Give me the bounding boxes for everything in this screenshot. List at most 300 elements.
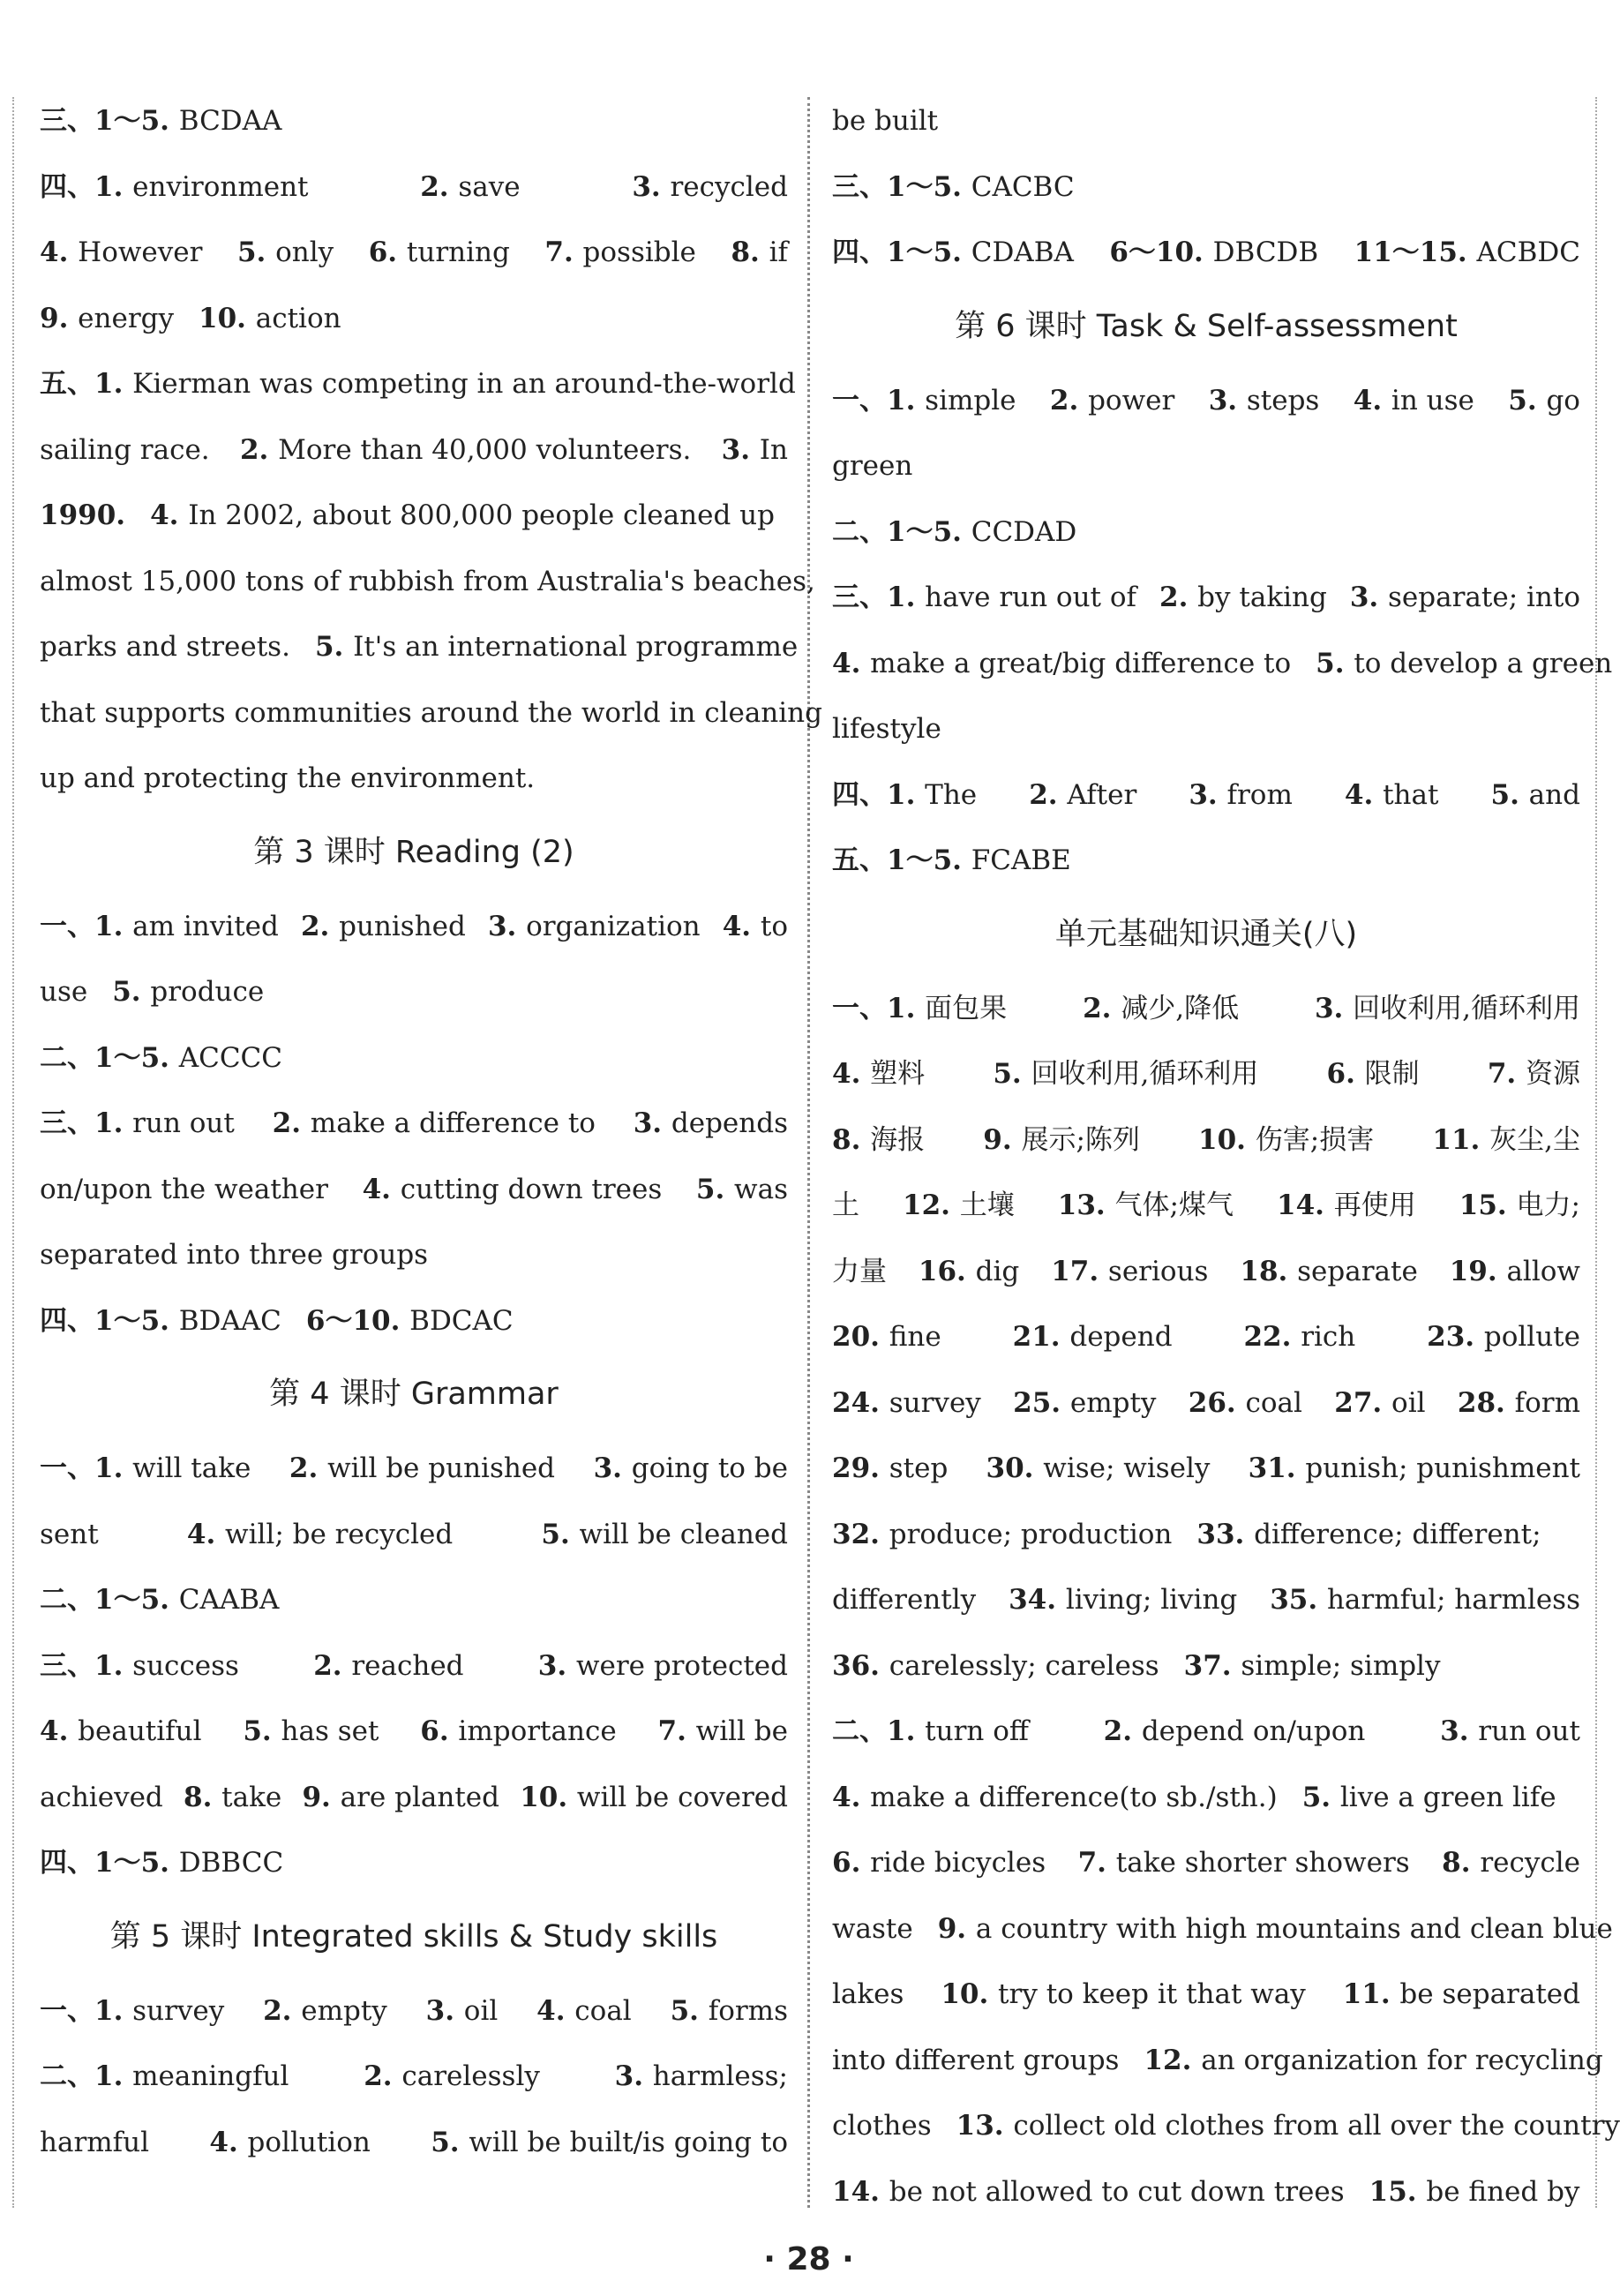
section-heading: 第 3 课时 Reading (2) bbox=[253, 834, 574, 870]
item-number: 4. bbox=[832, 1781, 871, 1813]
answer-line bbox=[832, 1567, 1580, 1633]
item-number: 二、1～5. bbox=[40, 1584, 179, 1616]
answer-segment: separated into three groups bbox=[40, 1239, 429, 1271]
answer-segment: 2. punished bbox=[300, 910, 466, 942]
answer-segment: almost 15,000 tons of rubbish from Australia's beaches, bbox=[40, 565, 815, 597]
item-number: 5. bbox=[1508, 384, 1547, 416]
answer-segment: 5. will be cleaned bbox=[541, 1518, 788, 1550]
answer-segment: parks and streets. bbox=[40, 631, 290, 663]
page-number: · 28 · bbox=[763, 2241, 854, 2277]
answer-line bbox=[832, 1765, 1580, 1831]
item-number: 2. bbox=[1049, 384, 1089, 416]
item-number: 5. bbox=[993, 1058, 1031, 1090]
answer-segment: 一、1. will take bbox=[40, 1452, 251, 1484]
answer-segment: 9. energy bbox=[40, 302, 174, 334]
section-heading: 单元基础知识通关(八) bbox=[1054, 916, 1358, 952]
answer-segment: 一、1. am invited bbox=[40, 910, 279, 942]
answer-line bbox=[832, 1173, 1580, 1239]
item-number: 13. bbox=[956, 2110, 1014, 2142]
answer-line bbox=[832, 1830, 1580, 1896]
answer-segment: 7. possible bbox=[544, 236, 696, 268]
answer-segment: 3. separate; into bbox=[1349, 582, 1580, 613]
answer-segment: 10. will be covered bbox=[520, 1781, 788, 1813]
answer-line bbox=[40, 154, 788, 221]
item-number: 29. bbox=[832, 1452, 889, 1484]
answer-line bbox=[40, 220, 788, 286]
answer-segment: 2. reached bbox=[313, 1649, 464, 1682]
item-number: 2. bbox=[1029, 778, 1068, 811]
answer-segment: 2. 减少,降低 bbox=[1083, 992, 1240, 1024]
item-number: 一、1. bbox=[40, 1452, 133, 1484]
item-number: 12. bbox=[903, 1189, 960, 1221]
item-number: 2. bbox=[289, 1452, 328, 1484]
answer-segment: 5. only bbox=[236, 236, 334, 268]
right-margin-rule bbox=[1595, 97, 1597, 2208]
answer-segment: on/upon the weather bbox=[40, 1173, 328, 1205]
item-number: 15. bbox=[1369, 2175, 1427, 2208]
item-number: 11～15. bbox=[1354, 236, 1477, 268]
answer-segment: 12. an organization for recycling bbox=[1144, 2044, 1603, 2076]
answer-line bbox=[832, 828, 1580, 894]
item-number: 4. bbox=[1353, 384, 1391, 416]
item-number: 18. bbox=[1240, 1255, 1298, 1287]
item-number: 5. bbox=[1490, 778, 1529, 811]
answer-segment: 3. going to be bbox=[593, 1452, 788, 1484]
item-number: 二、1. bbox=[832, 1715, 926, 1747]
answer-segment: 2. power bbox=[1049, 384, 1175, 416]
answer-segment bbox=[40, 483, 125, 549]
answer-segment: 2. After bbox=[1029, 778, 1137, 811]
answer-segment: 4. coal bbox=[536, 1994, 632, 2027]
answer-segment: 一、1. 面包果 bbox=[832, 992, 1008, 1024]
item-number: 五、1～5. bbox=[832, 844, 971, 876]
answer-segment: 6. importance bbox=[420, 1715, 617, 1747]
item-number: 28. bbox=[1457, 1386, 1515, 1419]
answer-segment: 5. has set bbox=[243, 1715, 379, 1747]
item-number: 5. bbox=[431, 2126, 469, 2158]
answer-segment: 4. However bbox=[40, 236, 203, 268]
item-number: 2. bbox=[239, 433, 279, 466]
item-number: 14. bbox=[832, 2175, 889, 2208]
answer-segment: lifestyle bbox=[832, 713, 941, 745]
answer-line bbox=[832, 88, 1580, 154]
answer-line bbox=[40, 1157, 788, 1223]
answer-segment: 3. from bbox=[1189, 778, 1293, 811]
answer-segment: 2. carelessly bbox=[364, 2060, 540, 2092]
item-number: 4. bbox=[186, 1518, 226, 1550]
answer-segment: 4. beautiful bbox=[40, 1715, 202, 1747]
item-number: 6. bbox=[368, 236, 407, 268]
item-number: 6. bbox=[420, 1715, 459, 1747]
answer-segment: 一、1. simple bbox=[832, 384, 1016, 416]
item-number: 四、1. bbox=[40, 170, 133, 203]
item-number: 2. bbox=[300, 910, 340, 942]
answer-segment: 一、1. survey bbox=[40, 1994, 225, 2027]
item-number: 4. bbox=[1344, 778, 1384, 811]
item-number: 一、1. bbox=[832, 384, 926, 416]
item-number: 35. bbox=[1270, 1584, 1327, 1616]
answer-segment: 二、1～5. CAABA bbox=[40, 1584, 280, 1616]
item-number: 33. bbox=[1196, 1518, 1255, 1550]
answer-segment: 3. harmless; bbox=[614, 2060, 788, 2092]
answer-segment: 8. if bbox=[731, 236, 788, 268]
answer-segment: 27. oil bbox=[1334, 1386, 1426, 1419]
item-number: 22. bbox=[1243, 1321, 1301, 1353]
answer-segment: sailing race. bbox=[40, 433, 210, 466]
item-number: 7. bbox=[1487, 1058, 1526, 1090]
answer-line bbox=[40, 1633, 788, 1699]
answer-segment: 3. recycled bbox=[632, 170, 788, 203]
answer-line bbox=[832, 1041, 1580, 1107]
answer-segment: 21. depend bbox=[1012, 1321, 1173, 1353]
answer-segment: 18. separate bbox=[1240, 1255, 1418, 1287]
answer-line bbox=[832, 631, 1613, 697]
item-number: 3. bbox=[1189, 778, 1227, 811]
answer-line bbox=[40, 1288, 788, 1354]
item-number: 一、1. bbox=[40, 1994, 133, 2027]
answer-segment: 34. living; living bbox=[1009, 1584, 1238, 1616]
item-number: 8. bbox=[1442, 1847, 1481, 1879]
answer-line bbox=[832, 1370, 1580, 1437]
section-heading: 第 6 课时 Task & Self-assessment bbox=[955, 308, 1458, 344]
answer-segment: 8. 海报 bbox=[832, 1123, 926, 1156]
item-number: 19. bbox=[1449, 1255, 1507, 1287]
answer-line bbox=[40, 417, 788, 484]
answer-segment: 三、1. run out bbox=[40, 1107, 235, 1139]
answer-segment: lakes bbox=[832, 1978, 904, 2010]
answer-segment: 3. were protected bbox=[537, 1649, 788, 1682]
item-number: 14. bbox=[1277, 1189, 1334, 1221]
item-number: 4. bbox=[832, 1058, 871, 1090]
item-number: 二、1～5. bbox=[832, 515, 971, 548]
answer-segment: harmful bbox=[40, 2126, 150, 2158]
item-number: 32. bbox=[832, 1518, 889, 1550]
answer-segment: 二、1. meaningful bbox=[40, 2060, 289, 2092]
answer-line bbox=[40, 1436, 788, 1502]
answer-line bbox=[40, 1978, 788, 2045]
answer-segment: 4. will; be recycled bbox=[186, 1518, 454, 1550]
item-number: 9. bbox=[983, 1123, 1022, 1156]
answer-segment: 5. and bbox=[1490, 778, 1580, 811]
item-number: 4. bbox=[362, 1173, 401, 1205]
item-number: 5. bbox=[236, 236, 276, 268]
answer-segment: 23. pollute bbox=[1427, 1321, 1580, 1353]
column-divider bbox=[807, 97, 810, 2208]
answer-segment: into different groups bbox=[832, 2044, 1120, 2076]
item-number: 二、1～5. bbox=[40, 1041, 179, 1074]
answer-segment: 13. 气体;煤气 bbox=[1057, 1189, 1234, 1221]
item-number: 2. bbox=[1159, 582, 1198, 613]
answer-segment: 9. 展示;陈列 bbox=[983, 1123, 1140, 1156]
item-number: 34. bbox=[1009, 1584, 1066, 1616]
answer-segment: 5. produce bbox=[112, 976, 265, 1008]
answer-segment: 3. run out bbox=[1440, 1715, 1580, 1747]
answer-segment: 9. a country with high mountains and clean blue bbox=[937, 1912, 1613, 1945]
answer-line bbox=[40, 2110, 788, 2176]
answer-segment: 4. make a great/big difference to bbox=[832, 647, 1292, 679]
item-number: 10. bbox=[199, 302, 256, 334]
answer-line bbox=[40, 1765, 788, 1831]
answer-line bbox=[40, 1567, 788, 1633]
item-number: 2. bbox=[1083, 992, 1121, 1024]
answer-segment: 4. that bbox=[1344, 778, 1439, 811]
answer-segment: 11. 灰尘,尘 bbox=[1432, 1123, 1580, 1156]
answer-segment: 4. 塑料 bbox=[832, 1058, 926, 1090]
item-number: 4. bbox=[40, 1715, 79, 1747]
answer-segment: 3. steps bbox=[1208, 384, 1320, 416]
answer-line bbox=[832, 1304, 1580, 1370]
answer-segment: 35. harmful; harmless bbox=[1270, 1584, 1580, 1616]
item-number: 2. bbox=[272, 1107, 311, 1139]
item-number: 9. bbox=[40, 302, 79, 334]
item-number: 24. bbox=[832, 1386, 889, 1419]
item-number: 3. bbox=[721, 433, 760, 466]
answer-segment: 3. organization bbox=[487, 910, 701, 942]
answer-line bbox=[832, 1502, 1580, 1568]
answer-segment: 11. be separated bbox=[1342, 1978, 1580, 2010]
answer-segment: 三、1～5. CACBC bbox=[832, 170, 1075, 203]
item-number: 一、1. bbox=[832, 992, 926, 1024]
answer-line bbox=[40, 1830, 788, 1896]
answer-segment: 四、1～5. DBBCC bbox=[40, 1847, 284, 1879]
answer-segment: 15. 电力; bbox=[1459, 1189, 1580, 1221]
item-number: 27. bbox=[1334, 1386, 1392, 1419]
answer-segment: 4. to bbox=[722, 910, 788, 942]
answer-segment: 4. make a difference(to sb./sth.) bbox=[832, 1781, 1278, 1813]
answer-segment: 5. 回收利用,循环利用 bbox=[993, 1058, 1259, 1090]
answer-line bbox=[832, 1633, 1580, 1699]
answer-segment: that supports communities around the world in cleaning bbox=[40, 696, 822, 729]
answer-segment: 20. fine bbox=[832, 1321, 941, 1353]
answer-line bbox=[832, 565, 1580, 631]
item-number: 5. bbox=[243, 1715, 281, 1747]
answer-line bbox=[832, 433, 1580, 499]
item-number: 36. bbox=[832, 1649, 889, 1682]
answer-segment: 三、1. success bbox=[40, 1649, 239, 1682]
answer-segment: differently bbox=[832, 1584, 977, 1616]
left-column bbox=[40, 88, 822, 2175]
answer-segment: 8. take bbox=[184, 1781, 282, 1813]
answer-line bbox=[832, 1962, 1580, 2028]
answer-segment: 30. wise; wisely bbox=[986, 1452, 1211, 1484]
answer-segment: waste bbox=[832, 1912, 913, 1945]
item-number: 3. bbox=[1349, 582, 1389, 613]
answer-segment: 24. survey bbox=[832, 1386, 981, 1419]
answer-segment: 26. coal bbox=[1188, 1386, 1302, 1419]
answer-line bbox=[832, 499, 1580, 566]
answer-segment: 28. form bbox=[1457, 1386, 1580, 1419]
answer-segment: 4. pollution bbox=[209, 2126, 371, 2158]
answer-segment: 三、1～5. BCDAA bbox=[40, 105, 282, 137]
answer-line bbox=[40, 2044, 788, 2110]
item-number: 4. bbox=[536, 1994, 575, 2027]
answer-segment: 3. In bbox=[721, 433, 788, 466]
answer-segment: 29. step bbox=[832, 1452, 949, 1484]
answer-line bbox=[832, 1239, 1580, 1305]
answer-segment: 7. take shorter showers bbox=[1077, 1847, 1410, 1879]
answer-line bbox=[40, 894, 788, 960]
item-number: 10. bbox=[1198, 1123, 1256, 1156]
item-number: 2. bbox=[313, 1649, 352, 1682]
answer-line bbox=[832, 2028, 1603, 2094]
answer-segment: 33. difference; different; bbox=[1196, 1518, 1541, 1550]
item-number: 31. bbox=[1248, 1452, 1306, 1484]
item-number: 10. bbox=[520, 1781, 577, 1813]
answer-segment: 10. action bbox=[199, 302, 341, 334]
item-number: 8. bbox=[832, 1123, 871, 1156]
left-margin-rule bbox=[12, 97, 14, 2208]
answer-segment: 5. to develop a green bbox=[1316, 647, 1613, 679]
item-number: 16. bbox=[918, 1255, 976, 1287]
answer-segment: 四、1. environment bbox=[40, 170, 309, 203]
answer-segment: 4. cutting down trees bbox=[362, 1173, 663, 1205]
answer-segment: 5. forms bbox=[670, 1994, 788, 2027]
answer-line bbox=[832, 220, 1580, 286]
answer-segment: 2. empty bbox=[263, 1994, 387, 2027]
item-number: 5. bbox=[1316, 647, 1354, 679]
answer-segment: 四、1～5. CDABA bbox=[832, 236, 1074, 268]
item-number: 6. bbox=[1326, 1058, 1365, 1090]
item-number: 3. bbox=[537, 1649, 576, 1682]
item-number: 3. bbox=[593, 1452, 632, 1484]
answer-segment: green bbox=[832, 450, 913, 482]
answer-line bbox=[832, 976, 1580, 1042]
answer-segment: be built bbox=[832, 105, 939, 137]
answer-segment: 31. punish; punishment bbox=[1248, 1452, 1580, 1484]
item-number: 13. bbox=[1057, 1189, 1115, 1221]
answer-segment: 6. ride bicycles bbox=[832, 1847, 1046, 1879]
item-number: 5. bbox=[1301, 1781, 1340, 1813]
item-number: 10. bbox=[941, 1978, 999, 2010]
item-number: 1990. bbox=[40, 499, 126, 531]
answer-segment: achieved bbox=[40, 1781, 163, 1813]
answer-segment: 五、1. Kierman was competing in an around-the-world bbox=[40, 368, 796, 400]
answer-segment: 10. try to keep it that way bbox=[941, 1978, 1306, 2010]
answer-segment: 土 bbox=[832, 1189, 859, 1221]
answer-line bbox=[832, 1107, 1580, 1174]
item-number: 3. bbox=[632, 170, 671, 203]
item-number: 8. bbox=[731, 236, 769, 268]
item-number: 3. bbox=[1440, 1715, 1479, 1747]
answer-line bbox=[40, 1222, 788, 1288]
answer-segment: 14. 再使用 bbox=[1277, 1189, 1416, 1221]
item-number: 三、1. bbox=[40, 1107, 133, 1139]
answer-line bbox=[40, 1025, 788, 1092]
item-number: 6～10. bbox=[1109, 236, 1213, 268]
item-number: 3. bbox=[614, 2060, 653, 2092]
answer-segment: 5. was bbox=[695, 1173, 788, 1205]
answer-segment: sent bbox=[40, 1518, 99, 1550]
item-number: 30. bbox=[986, 1452, 1044, 1484]
section-heading: 第 4 课时 Grammar bbox=[269, 1377, 559, 1412]
answer-segment: 2. save bbox=[420, 170, 521, 203]
item-number: 12. bbox=[1144, 2044, 1202, 2076]
answer-line bbox=[40, 680, 822, 747]
answer-segment: 四、1～5. BDAAC bbox=[40, 1304, 281, 1337]
answer-segment: 2. by taking bbox=[1159, 582, 1327, 613]
answer-segment: 3. 回收利用,循环利用 bbox=[1314, 992, 1580, 1024]
item-number: 3. bbox=[487, 910, 527, 942]
answer-line bbox=[40, 483, 788, 549]
item-number: 9. bbox=[937, 1912, 976, 1945]
answer-segment: 6～10. DBCDB bbox=[1109, 236, 1319, 268]
answer-segment: up and protecting the environment. bbox=[40, 762, 536, 794]
item-number: 8. bbox=[184, 1781, 222, 1813]
answer-segment: 6～10. BDCAC bbox=[305, 1304, 514, 1337]
item-number: 11. bbox=[1342, 1978, 1400, 2010]
answer-segment: 22. rich bbox=[1243, 1321, 1356, 1353]
answer-line bbox=[40, 88, 788, 154]
item-number: 2. bbox=[263, 1994, 302, 2027]
answer-segment: 14. be not allowed to cut down trees bbox=[832, 2175, 1345, 2208]
answer-segment: 二、1～5. ACCCC bbox=[40, 1041, 282, 1074]
answer-line bbox=[40, 1091, 788, 1157]
answer-segment: 4. In 2002, about 800,000 people cleaned up bbox=[150, 499, 775, 531]
answer-segment: 36. carelessly; careless bbox=[832, 1649, 1159, 1682]
answer-line bbox=[40, 746, 788, 812]
answer-segment: 4. in use bbox=[1353, 384, 1474, 416]
answer-segment: 3. depends bbox=[633, 1107, 788, 1139]
item-number: 6. bbox=[832, 1847, 871, 1879]
item-number: 3. bbox=[1314, 992, 1354, 1024]
item-number: 4. bbox=[150, 499, 189, 531]
item-number: 4. bbox=[832, 647, 871, 679]
answer-segment: 2. depend on/upon bbox=[1103, 1715, 1366, 1747]
item-number: 4. bbox=[722, 910, 761, 942]
item-number: 三、1～5. bbox=[832, 170, 971, 203]
answer-segment: 5. will be built/is going to bbox=[431, 2126, 788, 2158]
item-number: 9. bbox=[302, 1781, 341, 1813]
item-number: 三、1～5. bbox=[40, 105, 179, 137]
item-number: 3. bbox=[425, 1994, 464, 2027]
answer-segment: 7. will be bbox=[657, 1715, 788, 1747]
item-number: 四、1～5. bbox=[40, 1847, 179, 1879]
answer-segment: 16. dig bbox=[918, 1255, 1020, 1287]
answer-segment: 力量 bbox=[832, 1255, 887, 1287]
answer-line bbox=[832, 696, 1580, 762]
item-number: 四、1～5. bbox=[40, 1304, 179, 1337]
item-number: 2. bbox=[420, 170, 459, 203]
answer-line bbox=[832, 368, 1580, 434]
answer-segment: 2. will be punished bbox=[289, 1452, 556, 1484]
item-number: 7. bbox=[544, 236, 583, 268]
answer-segment: 二、1. turn off bbox=[832, 1715, 1029, 1747]
item-number: 5. bbox=[314, 631, 354, 663]
answer-segment: 8. recycle bbox=[1442, 1847, 1580, 1879]
answer-segment: 19. allow bbox=[1449, 1255, 1580, 1287]
item-number: 二、1. bbox=[40, 2060, 133, 2092]
answer-line bbox=[832, 1896, 1613, 1962]
answer-segment: 37. simple; simply bbox=[1183, 1649, 1441, 1682]
answer-segment: 15. be fined by bbox=[1369, 2175, 1580, 2208]
item-number: 5. bbox=[670, 1994, 709, 2027]
item-number: 21. bbox=[1012, 1321, 1070, 1353]
item-number: 20. bbox=[832, 1321, 889, 1353]
item-number: 17. bbox=[1051, 1255, 1108, 1287]
answer-segment: 32. produce; production bbox=[832, 1518, 1173, 1550]
item-number: 5. bbox=[695, 1173, 735, 1205]
item-number: 5. bbox=[541, 1518, 580, 1550]
item-number: 25. bbox=[1013, 1386, 1070, 1419]
item-number: 3. bbox=[633, 1107, 671, 1139]
answer-segment: 17. serious bbox=[1051, 1255, 1209, 1287]
answer-segment: clothes bbox=[832, 2110, 932, 2142]
item-number: 7. bbox=[1077, 1847, 1116, 1879]
item-number: 5. bbox=[112, 976, 151, 1008]
answer-line bbox=[40, 1699, 788, 1765]
item-number: 4. bbox=[40, 236, 79, 268]
right-column bbox=[832, 88, 1620, 2225]
